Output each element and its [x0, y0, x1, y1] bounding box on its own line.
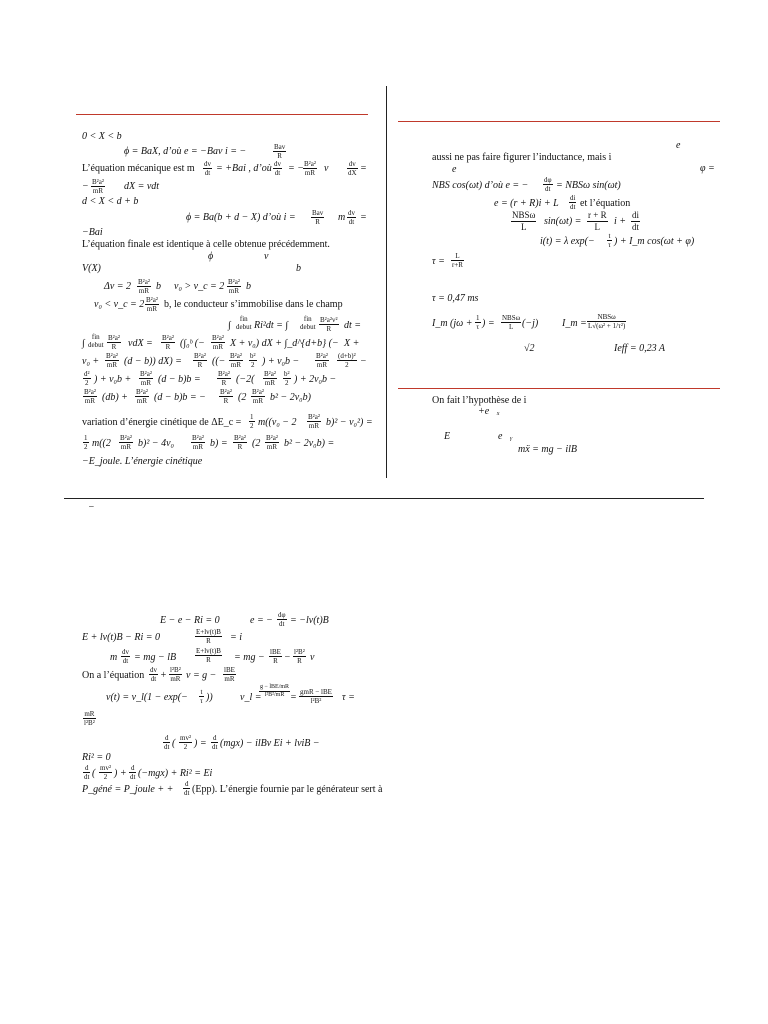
frac-di-dt-2: $\frac{di}{dt}$	[632, 210, 640, 232]
eq-kirchhoff: E − e − Ri = 0	[160, 615, 220, 626]
eq-b-1: b	[156, 281, 161, 292]
eq-v-b: v	[310, 652, 315, 663]
frac-bav-r: Bav R	[274, 143, 286, 160]
eq-tau: τ =	[432, 256, 445, 267]
eq-m-v0: m((v₀ − 2	[258, 417, 297, 428]
frac-bav-r-2: Bav R	[312, 209, 324, 226]
eq-plus-b: +	[160, 670, 167, 681]
eq-equals-2: =	[360, 212, 367, 223]
eq-paren-open-2: (	[92, 768, 96, 779]
frac-l2b2-r: $\frac{\text{l²B²}}{R}$	[294, 648, 305, 665]
section-divider	[64, 498, 704, 499]
eq-plus-c: ) +	[114, 768, 127, 779]
eq-minus-2-paren: (−2(	[236, 374, 255, 385]
eq-d-b-b-minus: (d − b)b = −	[154, 392, 206, 403]
eq-dx-vdt: dX = vdt	[124, 181, 160, 192]
frac-b2-2: $\frac{\text{b²}}{2}$	[250, 352, 256, 369]
frac-dphi-dt-b: $\frac{d\varphi}{dt}$	[278, 611, 286, 628]
integral-limits-3: fin debut	[88, 333, 104, 349]
eq-m-2: m((2	[92, 438, 111, 449]
eq-paren: ((−	[212, 356, 226, 367]
frac-d-dt: $\frac{d}{dt}$	[164, 734, 170, 751]
eq-mx: mẍ = mg − ilB	[518, 444, 578, 455]
eq-mg-lb: = mg − lB	[134, 652, 177, 663]
frac-b2a2-mr-6: $\frac{\text{B²a²}}{mR}$	[212, 334, 224, 351]
sym-e-2: e	[452, 164, 457, 175]
vector-ey: e⃗ᵧ	[498, 431, 513, 442]
sym-e-top: e	[676, 140, 681, 151]
eq-b2-4v0: b)² − 4v₀	[138, 438, 174, 449]
sym-phi: ϕ	[208, 251, 214, 262]
eq-power: (mgx) − ilBv Ei + lviB −	[220, 738, 320, 749]
frac-dpb2-2: $\frac{\text{(d+b)²}}{2}$	[338, 352, 356, 369]
eq-e-rR: e = (r + R)i + L	[494, 198, 559, 209]
eq-im: I_m (jω +	[432, 318, 473, 329]
eq-flux-2: ϕ = Ba(b + d − X) d’où i =	[186, 212, 296, 223]
eq-v0-vc: v₀ > v_c = 2	[174, 281, 225, 292]
eq-mechanical-text: L’équation mécanique est m	[82, 163, 195, 174]
eq-i-t-2: ) + I_m cos(ωt + φ)	[614, 236, 695, 247]
frac-tau-b: $\frac{mR}{\text{l²B²}}$	[84, 710, 95, 727]
eq-minus: −	[82, 181, 89, 192]
eq-im-mag: I_m =	[562, 318, 587, 329]
eq-eq-i: = i	[230, 632, 243, 643]
eq-im-2: ) =	[482, 318, 495, 329]
frac-im-mag: NBSω L√(ω² + 1/τ²)	[588, 313, 626, 330]
frac-b2a2-mr: $\frac{\text{B²a²}}{mR}$	[304, 160, 316, 177]
eq-i-t: i(t) = λ exp(−	[540, 236, 595, 247]
frac-b2-2-b: $\frac{\text{b²}}{2}$	[284, 370, 290, 387]
frac-b2a2-mr-13: $\frac{\text{B²a²}}{mR}$	[136, 388, 148, 405]
frac-dv-dt: $\frac{dv}{dt}$	[204, 160, 211, 177]
eq-minus-b: −	[284, 652, 291, 663]
text-inductance: aussi ne pas faire figurer l’inductance, mais i	[432, 152, 612, 163]
frac-dphi-dt: $\frac{d\varphi}{dt}$	[544, 176, 552, 193]
eq-vl: v_l =	[240, 692, 262, 703]
sym-v: v	[264, 251, 269, 262]
eq-range-2: d < X < d + b	[82, 196, 139, 207]
sym-vx: V(X)	[82, 263, 101, 274]
eq-current-sum: E + lv(t)B − Ri = 0	[82, 632, 161, 643]
frac-nbs-L: NBSω L	[512, 210, 536, 232]
frac-d-dt-5: $\frac{d}{dt}$	[184, 780, 190, 797]
eq-ri2: Ri² = 0	[82, 752, 111, 763]
frac-dv-dx: $\frac{dv}{dX}$	[348, 160, 357, 177]
eq-minus-2: −	[360, 356, 367, 367]
frac-current: $\frac{E+lv(t)B}{R}$	[196, 628, 221, 645]
frac-rR-L: $\frac{r + R}{L}$	[588, 210, 607, 232]
frac-d-dt-4: $\frac{d}{dt}$	[130, 764, 136, 781]
frac-b2a2-mr-3: $\frac{\text{B²a²}}{mR}$	[138, 278, 150, 295]
eq-b-2: b	[246, 281, 251, 292]
frac-di-dt: $\frac{di}{dt}$	[570, 194, 576, 211]
frac-mv2-2: $\frac{\text{mv²}}{2}$	[180, 734, 192, 751]
eq-b2-2v0b: b² − 2v₀b)	[270, 392, 311, 403]
eq-lvb: = −lv(t)B	[290, 615, 329, 626]
eq-sqrt2: √2	[524, 343, 535, 354]
eq-paren-open: (	[172, 738, 176, 749]
eq-d-minus-b: (d − b)) dX) =	[124, 356, 182, 367]
frac-nbs-L-2: NBSω L	[502, 314, 521, 331]
frac-l2b2-mr: $\frac{\text{l²B²}}{mR}$	[170, 666, 181, 683]
frac-b2a2-mr-15: $\frac{\text{B²a²}}{mR}$	[308, 413, 320, 430]
value-tau: τ = 0,47 ms	[432, 293, 479, 304]
eq-ejoule: −E_joule. L’énergie cinétique	[82, 456, 203, 467]
eq-v0b-minus: ) + v₀b −	[262, 356, 300, 367]
frac-b2a2-mr-18: $\frac{\text{B²a²}}{mR}$	[266, 434, 278, 451]
eq-nbs-cos: NBS cos(ωt) d’où e = −	[432, 180, 529, 191]
frac-half: $\frac{1}{2}$	[250, 413, 254, 430]
frac-t-tau-b: $\frac{t}{\tau}$	[200, 688, 203, 705]
eq-v-g: v = g −	[186, 670, 217, 681]
frac-half-2: $\frac{1}{2}$	[84, 434, 88, 451]
eq-d-minus-b-b: (d − b)b =	[158, 374, 201, 385]
eq-im-3: (−j)	[522, 318, 539, 329]
sym-b: b	[296, 263, 301, 274]
eq-mechanical-2: = +Bai , d’où	[216, 163, 272, 174]
frac-b2a2-mr-10: $\frac{\text{B²a²}}{mR}$	[140, 370, 152, 387]
eq-v0b-plus: ) + v₀b +	[94, 374, 132, 385]
eq-paren-close: ) =	[194, 738, 207, 749]
eq-nbs-sin: = NBSω sin(ωt)	[556, 180, 621, 191]
eq-eq-b: =	[290, 692, 297, 703]
eq-mechanical-3: = −	[288, 163, 304, 174]
frac-current-2: $\frac{E+lv(t)B}{R}$	[196, 647, 221, 664]
eq-delta-v: Δv = 2	[104, 281, 132, 292]
eq-bai: −Bai	[82, 227, 103, 238]
text-equation-b: On a l’équation	[82, 670, 145, 681]
frac-b2a2-r-5: $\frac{\text{B²a²}}{R}$	[220, 388, 232, 405]
left-top-red-rule	[76, 114, 368, 115]
eq-range-1: 0 < X < b	[82, 131, 122, 142]
integral-limits-2: fin debut	[300, 315, 316, 331]
frac-b2a2-mr-2: $\frac{\text{B²a²}}{mR}$	[92, 178, 104, 195]
eq-2v0b-minus: ) + 2v₀b −	[294, 374, 337, 385]
integral-2: ∫	[82, 338, 85, 349]
eq-energy: (−mgx) + Ri² = Ei	[138, 768, 213, 779]
eq-ri2dt: Ri²dt = ∫	[254, 320, 289, 331]
eq-mg-minus: = mg −	[234, 652, 265, 663]
frac-vl-2: gmR − lBE l²B²	[300, 688, 332, 705]
frac-dv-dt-b: $\frac{dv}{dt}$	[122, 648, 129, 665]
eq-phi: φ =	[700, 163, 715, 174]
frac-b2a2v2-r: $\frac{\text{B²a²v²}}{R}$	[320, 316, 338, 333]
integral-limits-1: fin debut	[236, 315, 252, 331]
frac-t-tau: $\frac{t}{\tau}$	[608, 232, 611, 249]
frac-d-dt-3: $\frac{d}{dt}$	[84, 764, 90, 781]
frac-lbe-r: lBE R	[270, 648, 281, 665]
text-generator-energy: (Epp). L’énergie fournie par le générateur sert à	[192, 784, 383, 795]
text-hypothesis: On fait l’hypothèse de i	[432, 395, 527, 406]
eq-b2-v02: b)² − v₀²) =	[326, 417, 373, 428]
eq-b-eq: b) =	[210, 438, 228, 449]
frac-d-dt-2: $\frac{d}{dt}$	[212, 734, 218, 751]
frac-b2a2-mr-14: $\frac{\text{B²a²}}{mR}$	[252, 388, 264, 405]
frac-vl-1: g − lBE/mR l²B²/mR	[260, 684, 290, 698]
eq-i-plus: i +	[614, 216, 627, 227]
eq-x-plus: X +	[344, 338, 360, 349]
frac-one-tau: $\frac{1}{\tau}$	[476, 314, 480, 331]
eq-2-paren-2: (2	[252, 438, 261, 449]
eq-equals: =	[360, 163, 367, 174]
right-top-red-rule	[398, 121, 720, 122]
frac-mv2-2-b: $\frac{\text{mv²}}{2}$	[100, 764, 112, 781]
frac-b2a2-r-2: $\frac{\text{B²a²}}{R}$	[162, 334, 174, 351]
right-mid-red-rule	[398, 388, 720, 389]
frac-b2a2-r: $\frac{\text{B²a²}}{R}$	[108, 334, 120, 351]
frac-tau: $\frac{L}{r+R}$	[452, 252, 463, 269]
frac-dv-dt-2: $\frac{dv}{dt}$	[274, 160, 281, 177]
column-divider	[386, 86, 387, 478]
eq-v0-lt-vc: v₀ < v_c = 2	[94, 299, 145, 310]
frac-b2a2-mr-9: $\frac{\text{B²a²}}{mR}$	[316, 352, 328, 369]
eq-close: ))	[206, 692, 213, 703]
eq-mechanical-v: v	[324, 163, 329, 174]
frac-b2a2-mr-16: $\frac{\text{B²a²}}{mR}$	[120, 434, 132, 451]
eq-flux-1: ϕ = BaX, d’où e = −Bav i = −	[124, 146, 247, 157]
sym-E: E	[444, 431, 451, 442]
eq-v0-plus: v₀ +	[82, 356, 100, 367]
eq-int-d: X + v₀) dX + ∫_d^{d+b} (−	[230, 338, 339, 349]
vector-ex: +e⃗ₓ	[478, 406, 500, 417]
frac-b2a2-mr-12: $\frac{\text{B²a²}}{mR}$	[84, 388, 96, 405]
eq-tau-b: τ =	[342, 692, 355, 703]
frac-b2a2-mr-11: $\frac{\text{B²a²}}{mR}$	[264, 370, 276, 387]
eq-v-t: v(t) = v_l(1 − exp(−	[106, 692, 188, 703]
text-equation: et l’équation	[580, 198, 631, 209]
eq-m-b: m	[110, 652, 118, 663]
frac-d2-2: $\frac{\text{d²}}{2}$	[84, 370, 90, 387]
eq-sin: sin(ωt) =	[544, 216, 582, 227]
eq-2-paren: (2	[238, 392, 247, 403]
integral-1: ∫	[228, 320, 231, 331]
frac-b2a2-mr-7: $\frac{\text{B²a²}}{mR}$	[106, 352, 118, 369]
frac-dv-dt-3: $\frac{dv}{dt}$	[348, 209, 355, 226]
frac-b2a2-r-4: $\frac{\text{B²a²}}{R}$	[218, 370, 230, 387]
eq-power-balance: P_géné = P_joule + +	[82, 784, 174, 795]
eq-vdx: vdX =	[128, 338, 153, 349]
text-final-equation: L’équation finale est identique à celle obtenue précédemment.	[82, 239, 330, 250]
frac-b2a2-mr-5: $\frac{\text{B²a²}}{mR}$	[146, 296, 158, 313]
frac-b2a2-mr-4: $\frac{\text{B²a²}}{mR}$	[228, 278, 240, 295]
eq-m: m	[338, 212, 346, 223]
frac-b2a2-r-3: $\frac{\text{B²a²}}{R}$	[194, 352, 206, 369]
frac-dv-dt-b2: $\frac{dv}{dt}$	[150, 666, 157, 683]
text-immobilise: b, le conducteur s’immobilise dans le champ	[164, 299, 343, 310]
frac-b2a2-r-6: $\frac{\text{B²a²}}{R}$	[234, 434, 246, 451]
eq-e-minus: e = −	[250, 615, 273, 626]
value-ieff: Ieff = 0,23 A	[614, 343, 666, 354]
frac-b2a2-mr-8: $\frac{\text{B²a²}}{mR}$	[230, 352, 242, 369]
dash: −	[88, 502, 95, 513]
text-kinetic-variation: variation d’énergie cinétique de ΔE_c =	[82, 417, 242, 428]
frac-lbe-mr: lBE mR	[224, 666, 235, 683]
eq-db: (db) +	[102, 392, 128, 403]
eq-b2-2v0b-eq: b² − 2v₀b) =	[284, 438, 335, 449]
frac-b2a2-mr-17: $\frac{\text{B²a²}}{mR}$	[192, 434, 204, 451]
eq-dt: dt =	[344, 320, 362, 331]
eq-int-0-b: (∫₀ᵇ (−	[180, 338, 205, 349]
